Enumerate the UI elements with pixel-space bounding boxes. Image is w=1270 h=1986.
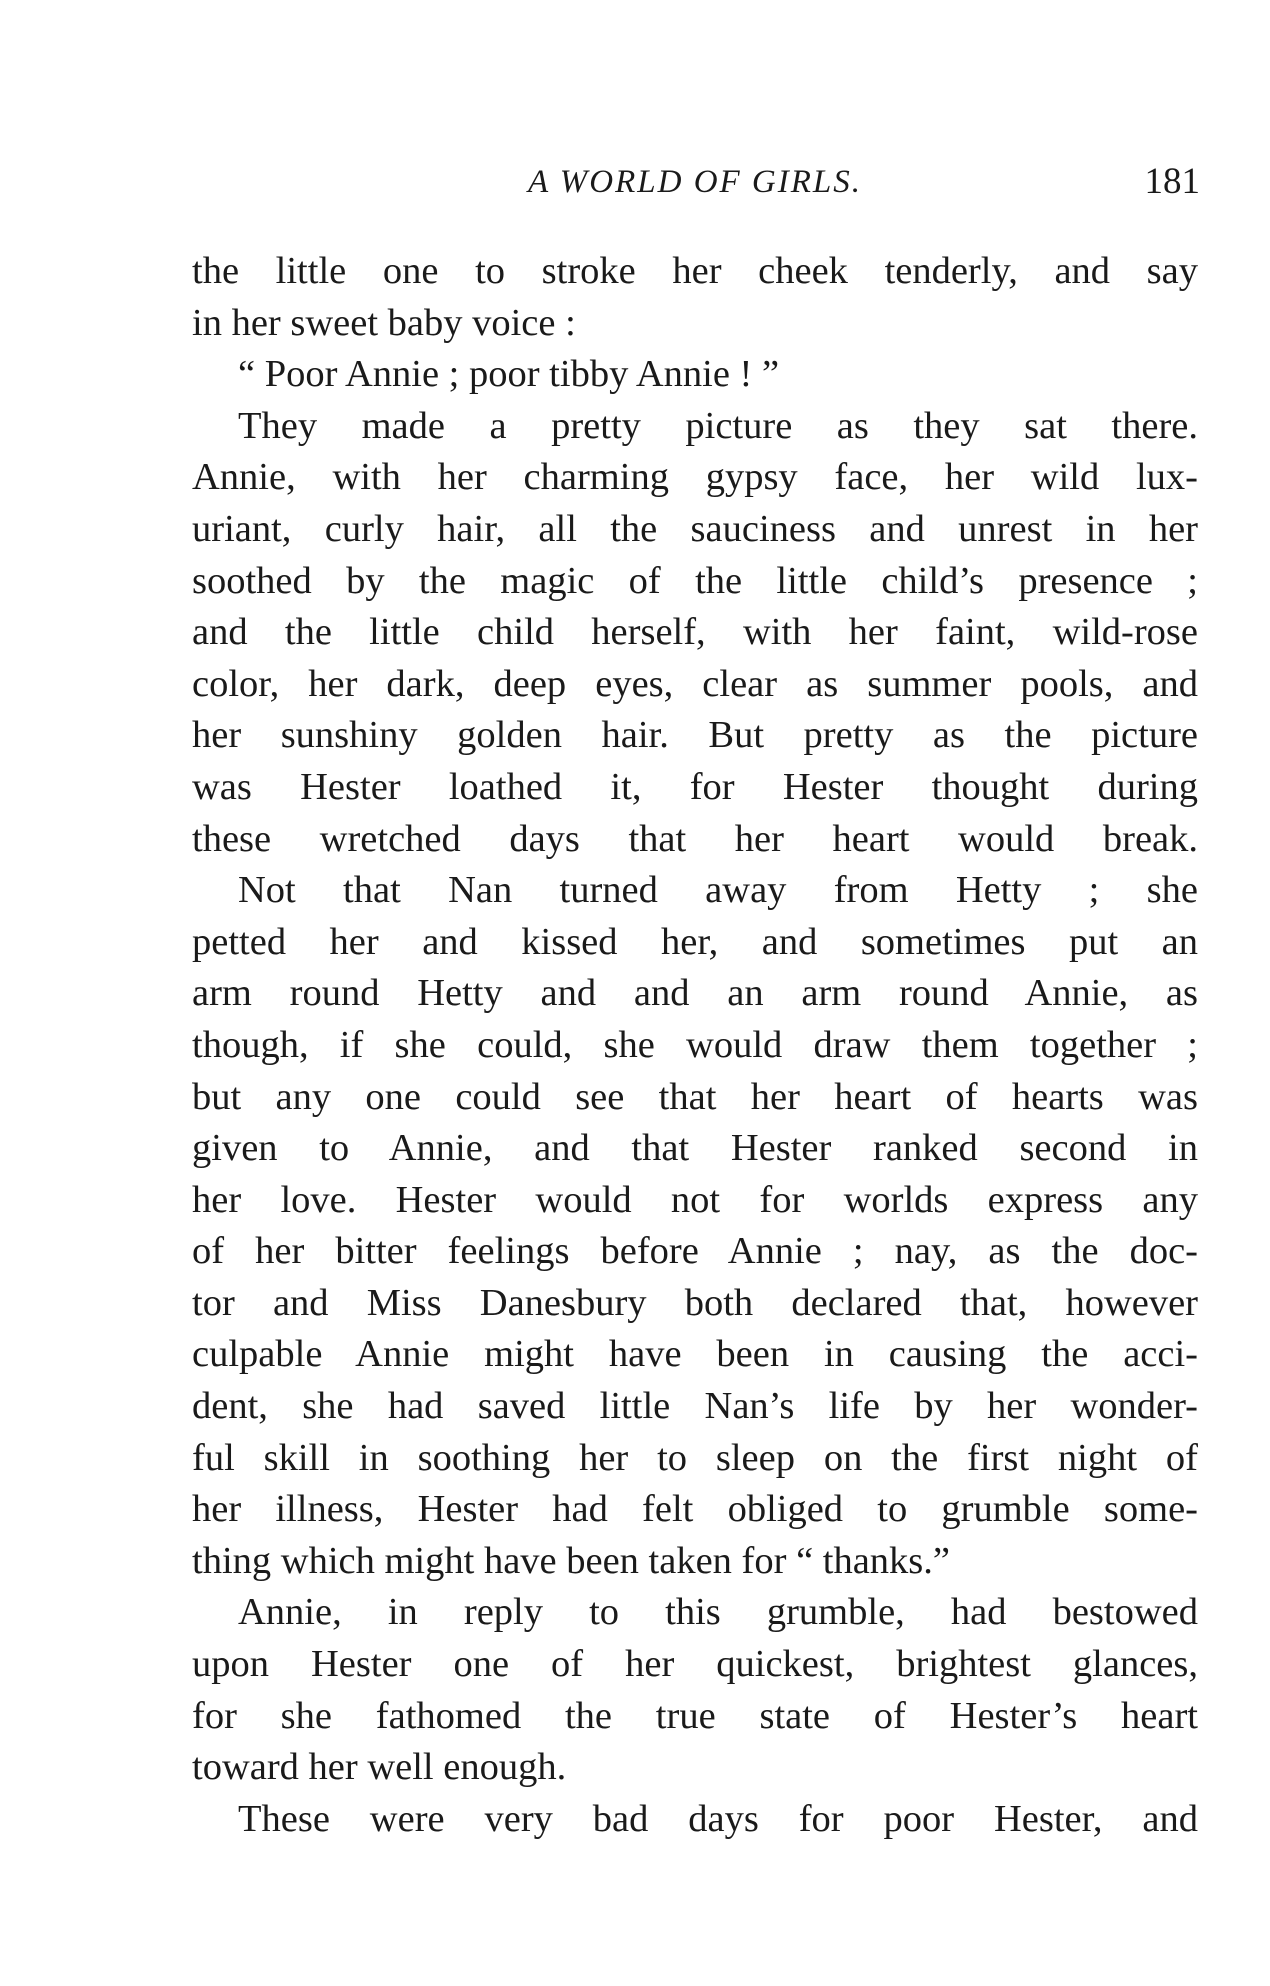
text-line: her illness, Hester had felt obliged to grumble some- [192, 1488, 1198, 1531]
text-line: These were very bad days for poor Hester, and [238, 1797, 1198, 1840]
text-line: toward her well enough. [192, 1746, 567, 1789]
text-line: in her sweet baby voice : [192, 301, 576, 344]
text-line: but any one could see that her heart of hearts was [192, 1075, 1198, 1118]
text-line: for she fathomed the true state of Hester’s heart [192, 1694, 1198, 1737]
text-line: thing which might have been taken for “ thanks.” [192, 1539, 951, 1582]
text-line: upon Hester one of her quickest, brightest glances, [192, 1643, 1198, 1686]
text-line: “ Poor Annie ; poor tibby Annie ! ” [238, 353, 780, 396]
text-line: color, her dark, deep eyes, clear as summer pools, and [192, 662, 1198, 705]
text-line: dent, she had saved little Nan’s life by her wonder- [192, 1385, 1198, 1428]
text-line: petted her and kissed her, and sometimes put an [192, 920, 1198, 963]
text-line: Not that Nan turned away from Hetty ; she [238, 869, 1198, 912]
text-line: Annie, in reply to this grumble, had bestowed [238, 1591, 1198, 1634]
text-line: though, if she could, she would draw them together ; [192, 1023, 1198, 1066]
text-line: They made a pretty picture as they sat there. [238, 404, 1198, 447]
text-line: and the little child herself, with her faint, wild-rose [192, 611, 1198, 654]
running-head [190, 160, 1200, 210]
text-line: given to Annie, and that Hester ranked second in [192, 1127, 1198, 1170]
text-line: ful skill in soothing her to sleep on the first night of [192, 1436, 1198, 1479]
text-line: was Hester loathed it, for Hester thought during [192, 765, 1198, 808]
text-line: arm round Hetty and and an arm round Annie, as [192, 972, 1198, 1015]
text-line: Annie, with her charming gypsy face, her wild lux- [192, 456, 1198, 499]
text-line: her sunshiny golden hair. But pretty as the picture [192, 714, 1198, 757]
text-line: culpable Annie might have been in causing the acci- [192, 1333, 1198, 1376]
body-text [192, 246, 1198, 1845]
text-line: uriant, curly hair, all the sauciness and unrest in her [192, 507, 1198, 550]
text-line: tor and Miss Danesbury both declared that, however [192, 1281, 1198, 1324]
text-line: the little one to stroke her cheek tenderly, and say [192, 250, 1198, 292]
running-title: A WORLD OF GIRLS. [527, 164, 863, 200]
text-line: her love. Hester would not for worlds express any [192, 1178, 1198, 1221]
page-number: 181 [1144, 161, 1200, 202]
text-line: these wretched days that her heart would break. [192, 817, 1198, 860]
text-line: soothed by the magic of the little child’s presence ; [192, 559, 1198, 602]
text-line: of her bitter feelings before Annie ; nay, as the doc- [192, 1230, 1198, 1273]
